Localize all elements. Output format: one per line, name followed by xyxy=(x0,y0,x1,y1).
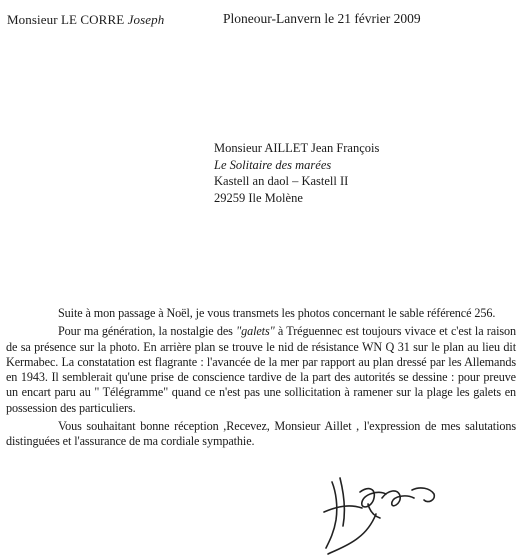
recipient-address-block xyxy=(214,140,379,206)
handwritten-signature xyxy=(316,468,466,558)
recipient-address-line-1: Kastell an daol – Kastell II xyxy=(214,174,349,188)
paragraph-1: Suite à mon passage à Noël, je vous transmets les photos concernant le sable référencé 256. xyxy=(58,306,496,320)
paragraph-2 xyxy=(6,324,516,416)
paragraph-2-start: Pour ma génération, la nostalgie des xyxy=(58,324,237,339)
recipient-name: Monsieur AILLET Jean François xyxy=(214,141,380,155)
paragraph-3: Vous souhaitant bonne réception ,Recevez, Monsieur Aillet , l'expression de mes salutations distinguées et l'assurance de ma cordiale sympathie. xyxy=(6,419,516,449)
paragraph-2-rest: à Tréguennec est toujours vivace et c'est la raison de sa présence sur la photo. En arrière plan se trouve le nid de résistance WN Q 31 sur le plan au lieu dit Kermabec. La constatation est flagrante : l'avancée de la mer par rapport au plan dressé par les Allemands en 1943. Il semblerait qu'une prise de conscience tardive de la part des autorités se dessine : pour preuve un encart paru au " Télégramme" quand ce n'est pas une sollicitation à ramener sur la plage les galets en possession des particuliers. xyxy=(6,324,516,415)
sender-given-name: Joseph xyxy=(127,12,165,27)
sender-surname: Monsieur LE CORRE xyxy=(7,12,125,27)
sender-name xyxy=(7,12,164,28)
place-and-date: Ploneour-Lanvern le 21 février 2009 xyxy=(223,11,421,26)
letter-body xyxy=(6,306,516,453)
recipient-address-line-2: 29259 Ile Molène xyxy=(214,190,303,205)
paragraph-2-quoted-word: "galets" xyxy=(236,324,275,339)
recipient-title: Le Solitaire des marées xyxy=(214,157,332,172)
